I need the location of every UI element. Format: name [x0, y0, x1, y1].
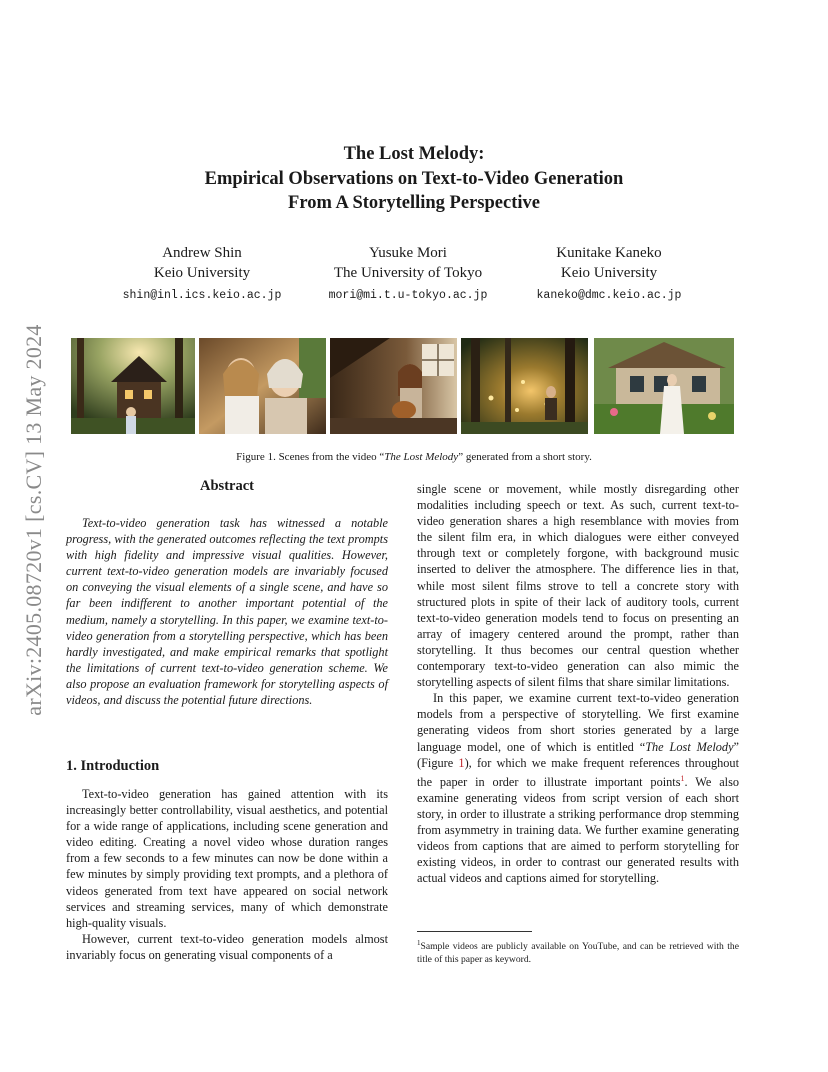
author-email: shin@inl.ics.keio.ac.jp — [122, 289, 282, 302]
figure-1-strip — [71, 338, 734, 434]
caption-suffix: ” generated from a short story. — [458, 451, 592, 463]
introduction-body — [66, 786, 388, 963]
right-p2-part-c: ), for which we make frequent references throughout the paper in order to illustrate important points — [417, 755, 739, 789]
abstract-section — [66, 478, 388, 495]
title-line-3: From A Storytelling Perspective — [288, 193, 540, 213]
author-affiliation: Keio University — [560, 265, 658, 281]
abstract-body — [66, 515, 388, 708]
right-p2-part-a: In this paper, we examine current text-to-video generation models from a perspective of storytelling. We first examine generating videos from short stories generated by a large language model, one of which is entitled “ — [417, 691, 739, 754]
footnote — [417, 937, 739, 966]
figure-1-caption — [0, 451, 828, 463]
right-column-body — [417, 481, 739, 886]
section-heading-introduction: 1. Introduction — [66, 758, 160, 774]
scene-image-girl-guitar-attic — [330, 338, 457, 434]
author-email: kaneko@dmc.keio.ac.jp — [536, 289, 682, 302]
scene-image-grandmother-girl — [199, 338, 326, 434]
author-name: Yusuke Mori — [369, 245, 447, 261]
caption-italic-title: The Lost Melody — [384, 451, 459, 463]
author-block — [509, 243, 709, 306]
intro-paragraph-1: Text-to-video generation has gained attention with its increasingly better controllability, visual aesthetics, and potential for a wide range of applications, including scene generation and video editing. Creating a novel video whose duration ranges from a few seconds to a few minutes can now be done within a few minutes by simply providing text prompts, and a plethora of videos generated from text have appeared on social network services and streaming services, many of which demonstrate high-quality visuals. — [66, 787, 388, 930]
author-block — [102, 243, 302, 306]
title-line-1: The Lost Melody: — [343, 144, 485, 164]
abstract-text: Text-to-video generation task has witnessed a notable progress, with the generated outcomes reflecting the text prompts with high fidelity and impressive visual qualities. However, current text-to-video generation models are invariably focused on conveying the visual elements of a single scene, and have so far been indifferent to another important potential of the medium, namely a storytelling. In this paper, we examine text-to-video generation from a storytelling perspective, which has been hardly investigated, and make empirical remarks that spotlight the limitations of current text-to-video generation scheme. We also propose an evaluation framework for storytelling aspects of videos, and discuss the potential future directions. — [66, 516, 388, 708]
right-paragraph-1: single scene or movement, while mostly disregarding other modalities including speech or text. As such, current text-to-video generation shares a high resemblance with movies from the silent film era, in which dialogues were either conveyed through text or completely forgone, with background music inserted to deliver the atmosphere. The difference lies in that, while most silent films strove to tell a concrete story with structured plots in spite of their lack of auditory tools, current text-to-video generation models tend to focus on presenting an array of imagery centered around the prompt, rather than storytelling. It thus becomes our central question whether contemporary text-to-video generation can also mimic the storytelling aspects of silent films that share similar limitations. — [417, 482, 739, 690]
footnote-mark: 1 — [417, 939, 421, 947]
right-p2-part-d: . We also examine generating videos from script version of each short story, in order to illustrate a striking performance drop stemming from asymmetry in training data. We further examine generating videos from captions that are aimed to perform storytelling for existing videos, in order to contrast our generated results with actual videos and captions aimed for storytelling. — [417, 774, 740, 886]
scene-image-glowing-forest — [461, 338, 588, 434]
arxiv-identifier: arXiv:2405.08720v1 [cs.CV] 13 May 2024 — [21, 324, 46, 716]
caption-prefix: Figure 1. Scenes from the video “ — [236, 451, 385, 463]
author-email: mori@mi.t.u-tokyo.ac.jp — [328, 289, 488, 302]
footnote-rule — [417, 931, 532, 932]
scene-image-cottage-forest — [71, 338, 195, 434]
paper-title — [0, 142, 828, 216]
author-block — [308, 243, 508, 306]
right-p2-italic-title: The Lost Melody — [645, 739, 734, 754]
scene-image-thatched-cottage — [594, 338, 734, 434]
abstract-heading: Abstract — [200, 478, 254, 494]
footnote-text: Sample videos are publicly available on YouTube, and can be retrieved with the title of this paper as keyword. — [417, 941, 739, 965]
author-name: Andrew Shin — [162, 245, 242, 261]
title-line-2: Empirical Observations on Text-to-Video Generation — [204, 168, 624, 189]
author-affiliation: Keio University — [153, 265, 251, 281]
figure-reference-link[interactable]: 1 — [458, 755, 465, 770]
intro-paragraph-2: However, current text-to-video generation models almost invariably focus on generating visual components of a — [66, 931, 388, 962]
author-name: Kunitake Kaneko — [556, 245, 662, 261]
right-paragraph-2 — [417, 690, 739, 886]
footnote-reference-link[interactable]: 1 — [680, 773, 685, 783]
right-p2-part-b: ” (Figure — [417, 739, 739, 770]
author-affiliation: The University of Tokyo — [333, 265, 483, 281]
arxiv-sidebar — [20, 280, 48, 760]
